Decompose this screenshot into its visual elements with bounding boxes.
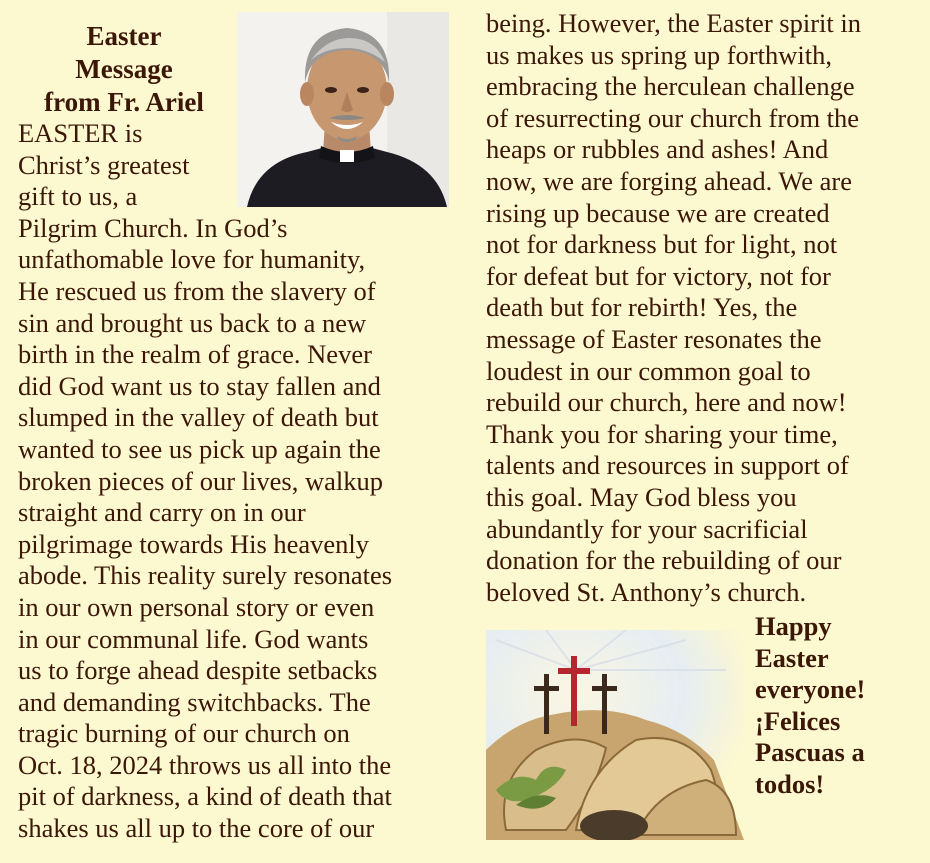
- easter-greeting: Happy Easter everyone! ¡Felices Pascuas a todos!: [755, 611, 866, 799]
- left-column-text: EASTER is Christ’s greatest gift to us, a Pilgrim Church. In God’s unfathomable love for humanity, He rescued us from the slavery of sin and brought us back to a new birth in the realm of grace. Never did God want us to stay fallen and slumped in the valley of death but wanted to see us pick up again the broken pieces of our lives, walkup straight and carry on in our pilgrimage towards His heavenly abode. This reality surely resonates in our own personal story or even in our communal life. God wants us to forge ahead despite setbacks and demanding switchbacks. The tragic burning of our church on Oct. 18, 2024 throws us all into the pit of darkness, a kind of death that shakes us all up to the core of our: [18, 118, 393, 844]
- right-column-text: being. However, the Easter spirit in us makes us spring up forthwith, embracing the herculean challenge of resurrecting our church from the heaps or rubbles and ashes! And now, we are forging ahead. We are rising up because we are created not for darkness but for light, not for defeat but for victory, not for death but for rebirth! Yes, the message of Easter resonates the loudest in our common goal to rebuild our church, here and now! Thank you for sharing your time, talents and resources in support of this goal. May God bless you abundantly for your sacrificial donation for the rebuilding of our beloved St. Anthony’s church.: [486, 8, 861, 607]
- calvary-illustration: [486, 630, 744, 840]
- title: Easter Message from Fr. Ariel: [44, 21, 204, 117]
- three-crosses-image: [486, 630, 744, 840]
